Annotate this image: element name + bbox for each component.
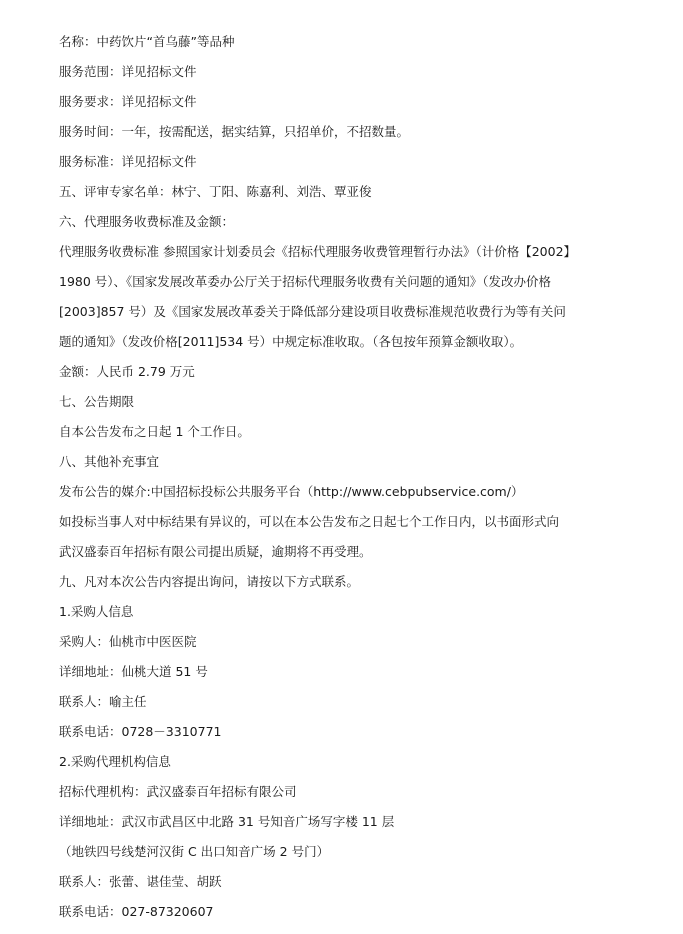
text-line-purchaser: 采购人：仙桃市中医医院 xyxy=(59,634,197,649)
text-line-agency: 招标代理机构：武汉盛泰百年招标有限公司 xyxy=(59,784,297,799)
text-line-agency-phone: 联系电话：027-87320607 xyxy=(59,904,214,919)
section-heading-other: 八、其他补充事宜 xyxy=(59,454,160,469)
text-line-fee-standard-2: 1980 号）、《国家发展改革委办公厅关于招标代理服务收费有关问题的通知》（发改办价格 xyxy=(59,274,552,289)
text-line-fee-standard-1: 代理服务收费标准 参照国家计划委员会《招标代理服务收费管理暂行办法》（计价格【2002】 xyxy=(59,244,577,259)
text-line-agency-addr: 详细地址：武汉市武昌区中北路 31 号知音广场写字楼 11 层 xyxy=(59,814,395,829)
text-line-agency-metro: （地铁四号线楚河汉街 C 出口知音广场 2 号门） xyxy=(59,844,330,859)
subheading-agency: 2.采购代理机构信息 xyxy=(59,754,171,769)
subheading-purchaser: 1.采购人信息 xyxy=(59,604,134,619)
text-line-service-time: 服务时间：一年，按需配送，据实结算，只招单价，不招数量。 xyxy=(59,124,410,139)
section-heading-period: 七、公告期限 xyxy=(59,394,135,409)
text-line-objection-2: 武汉盛泰百年招标有限公司提出质疑，逾期将不再受理。 xyxy=(59,544,372,559)
text-line-period: 自本公告发布之日起 1 个工作日。 xyxy=(59,424,250,439)
text-line-service-req: 服务要求：详见招标文件 xyxy=(59,94,197,109)
section-heading-experts: 五、评审专家名单：林宁、丁阳、陈嘉利、刘浩、覃亚俊 xyxy=(59,184,372,199)
text-line-agency-contact: 联系人：张蕾、谌佳莹、胡跃 xyxy=(59,874,222,889)
text-line-item-name: 名称：中药饮片“首乌藤”等品种 xyxy=(59,34,235,49)
text-line-purchaser-phone: 联系电话：0728－3310771 xyxy=(59,724,222,739)
text-line-purchaser-addr: 详细地址：仙桃大道 51 号 xyxy=(59,664,208,679)
section-heading-fees: 六、代理服务收费标准及金额： xyxy=(59,214,235,229)
text-line-fee-standard-4: 题的通知》（发改价格[2011]534 号）中规定标准收取。（各包按年预算金额收取）。 xyxy=(59,334,523,349)
text-line-service-standard: 服务标准：详见招标文件 xyxy=(59,154,197,169)
text-line-purchaser-contact: 联系人：喻主任 xyxy=(59,694,147,709)
text-line-media: 发布公告的媒介:中国招标投标公共服务平台（http://www.cebpubservice.com/） xyxy=(59,484,524,499)
text-line-fee-standard-3: [2003]857 号）及《国家发展改革委关于降低部分建设项目收费标准规范收费行为等有关问 xyxy=(59,304,566,319)
text-line-amount: 金额：人民币 2.79 万元 xyxy=(59,364,195,379)
text-line-objection-1: 如投标当事人对中标结果有异议的，可以在本公告发布之日起七个工作日内，以书面形式向 xyxy=(59,514,560,529)
section-heading-contact: 九、凡对本次公告内容提出询问，请按以下方式联系。 xyxy=(59,574,360,589)
text-line-service-scope: 服务范围：详见招标文件 xyxy=(59,64,197,79)
